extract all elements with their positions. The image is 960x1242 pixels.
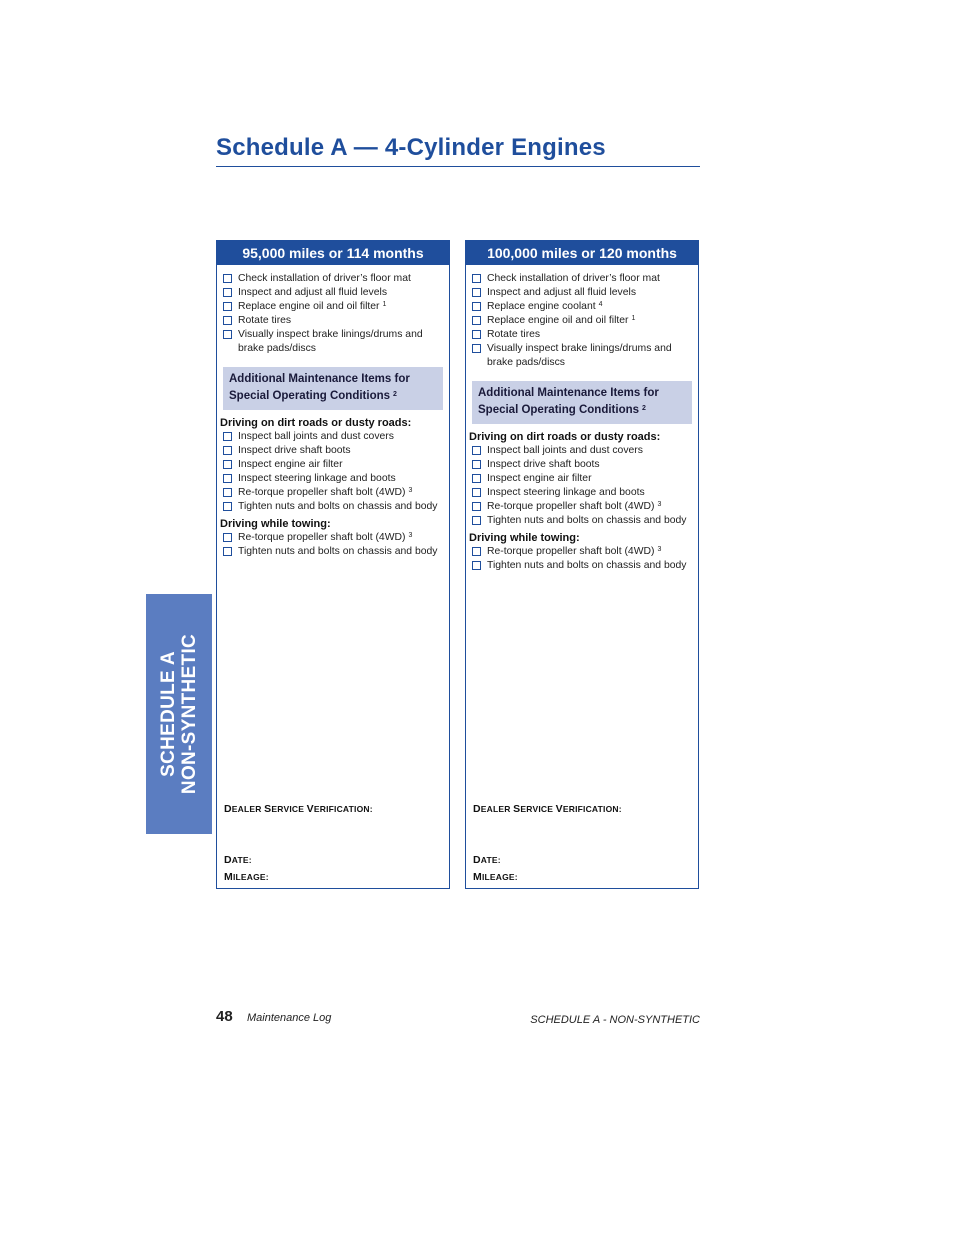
checkbox[interactable] [472, 502, 481, 511]
checkbox[interactable] [472, 547, 481, 556]
list-item: Tighten nuts and bolts on chassis and body [472, 514, 698, 528]
footnote-marker: 3 [657, 546, 662, 553]
footer-running-title: SCHEDULE A - NON-SYNTHETIC [530, 1014, 700, 1026]
list-item: Inspect drive shaft boots [223, 444, 449, 458]
footnote-marker: 1 [631, 315, 636, 322]
checkbox[interactable] [223, 446, 232, 455]
list-item: Check installation of driver’s floor mat [472, 272, 698, 286]
checkbox[interactable] [223, 432, 232, 441]
footnote-marker: 2 [642, 405, 646, 412]
date-label: DATE: [224, 854, 252, 866]
list-item: Inspect drive shaft boots [472, 458, 698, 472]
checkbox[interactable] [472, 316, 481, 325]
list-item: Inspect and adjust all fluid levels [223, 286, 449, 300]
list-item: Inspect engine air filter [472, 472, 698, 486]
footnote-marker: 3 [408, 532, 413, 539]
checkbox[interactable] [472, 561, 481, 570]
footer-section-label: Maintenance Log [247, 1012, 332, 1024]
footnote-marker: 2 [393, 391, 397, 398]
side-tab-label [158, 634, 200, 794]
list-item: Inspect and adjust all fluid levels [472, 286, 698, 300]
checkbox[interactable] [223, 533, 232, 542]
condition-heading: Driving while towing: [220, 518, 331, 530]
list-item: Replace engine oil and oil filter $^1$ [472, 314, 698, 328]
list-item: Visually inspect brake linings/drums and brake pads/discs [472, 342, 698, 370]
checkbox[interactable] [472, 302, 481, 311]
date-label: DATE: [473, 854, 501, 866]
list-item: Tighten nuts and bolts on chassis and body [223, 545, 449, 559]
checkbox[interactable] [223, 316, 232, 325]
checkbox[interactable] [472, 446, 481, 455]
dealer-verification-label: DEALER SERVICE VERIFICATION: [473, 803, 622, 815]
condition-heading: Driving on dirt roads or dusty roads: [469, 431, 661, 443]
checkbox[interactable] [223, 547, 232, 556]
checkbox[interactable] [223, 274, 232, 283]
list-item: Inspect ball joints and dust covers [223, 430, 449, 444]
checkbox[interactable] [223, 330, 232, 339]
checkbox[interactable] [223, 288, 232, 297]
list-item: Tighten nuts and bolts on chassis and body [472, 559, 698, 573]
checkbox[interactable] [223, 460, 232, 469]
side-tab-line-1: SCHEDULE A [158, 651, 179, 777]
maintenance-list [466, 265, 698, 370]
column-header: 95,000 miles or 114 months [217, 241, 449, 265]
checkbox[interactable] [223, 302, 232, 311]
checkbox[interactable] [223, 488, 232, 497]
checkbox[interactable] [472, 344, 481, 353]
list-item: Re-torque propeller shaft bolt (4WD) $^3$ [472, 545, 698, 559]
checkbox[interactable] [472, 288, 481, 297]
additional-items-banner: Additional Maintenance Items for Special Operating Conditions $^2$ [223, 367, 443, 410]
list-item: Tighten nuts and bolts on chassis and body [223, 500, 449, 514]
checkbox[interactable] [472, 330, 481, 339]
column-header: 100,000 miles or 120 months [466, 241, 698, 265]
footnote-marker: 1 [382, 301, 387, 308]
condition-list [466, 545, 698, 573]
checkbox[interactable] [472, 474, 481, 483]
condition-heading: Driving on dirt roads or dusty roads: [220, 417, 412, 429]
list-item: Replace engine oil and oil filter $^1$ [223, 300, 449, 314]
schedule-column-95000 [216, 240, 450, 889]
checkbox[interactable] [223, 474, 232, 483]
list-item: Rotate tires [223, 314, 449, 328]
list-item: Check installation of driver’s floor mat [223, 272, 449, 286]
condition-list [466, 444, 698, 528]
list-item: Re-torque propeller shaft bolt (4WD) $^3$ [472, 500, 698, 514]
mileage-label: MILEAGE: [224, 871, 269, 883]
list-item: Inspect steering linkage and boots [472, 486, 698, 500]
additional-items-banner: Additional Maintenance Items for Special Operating Conditions $^2$ [472, 381, 692, 424]
page-title: Schedule A — 4-Cylinder Engines [216, 134, 606, 161]
footnote-marker: 3 [657, 501, 662, 508]
condition-list [217, 430, 449, 514]
title-rule [216, 166, 700, 167]
list-item: Re-torque propeller shaft bolt (4WD) $^3$ [223, 486, 449, 500]
list-item: Replace engine coolant $^4$ [472, 300, 698, 314]
checkbox[interactable] [223, 502, 232, 511]
dealer-verification-label: DEALER SERVICE VERIFICATION: [224, 803, 373, 815]
footnote-marker: 4 [598, 301, 603, 308]
condition-heading: Driving while towing: [469, 532, 580, 544]
maintenance-list [217, 265, 449, 356]
list-item: Inspect steering linkage and boots [223, 472, 449, 486]
schedule-column-100000 [465, 240, 699, 889]
checkbox[interactable] [472, 516, 481, 525]
checkbox[interactable] [472, 274, 481, 283]
condition-list [217, 531, 449, 559]
list-item: Rotate tires [472, 328, 698, 342]
side-tab-line-2: NON-SYNTHETIC [179, 633, 200, 795]
list-item: Visually inspect brake linings/drums and brake pads/discs [223, 328, 449, 356]
list-item: Inspect engine air filter [223, 458, 449, 472]
mileage-label: MILEAGE: [473, 871, 518, 883]
page-number: 48 [216, 1008, 233, 1025]
checkbox[interactable] [472, 488, 481, 497]
checkbox[interactable] [472, 460, 481, 469]
list-item: Re-torque propeller shaft bolt (4WD) $^3$ [223, 531, 449, 545]
footnote-marker: 3 [408, 487, 413, 494]
list-item: Inspect ball joints and dust covers [472, 444, 698, 458]
